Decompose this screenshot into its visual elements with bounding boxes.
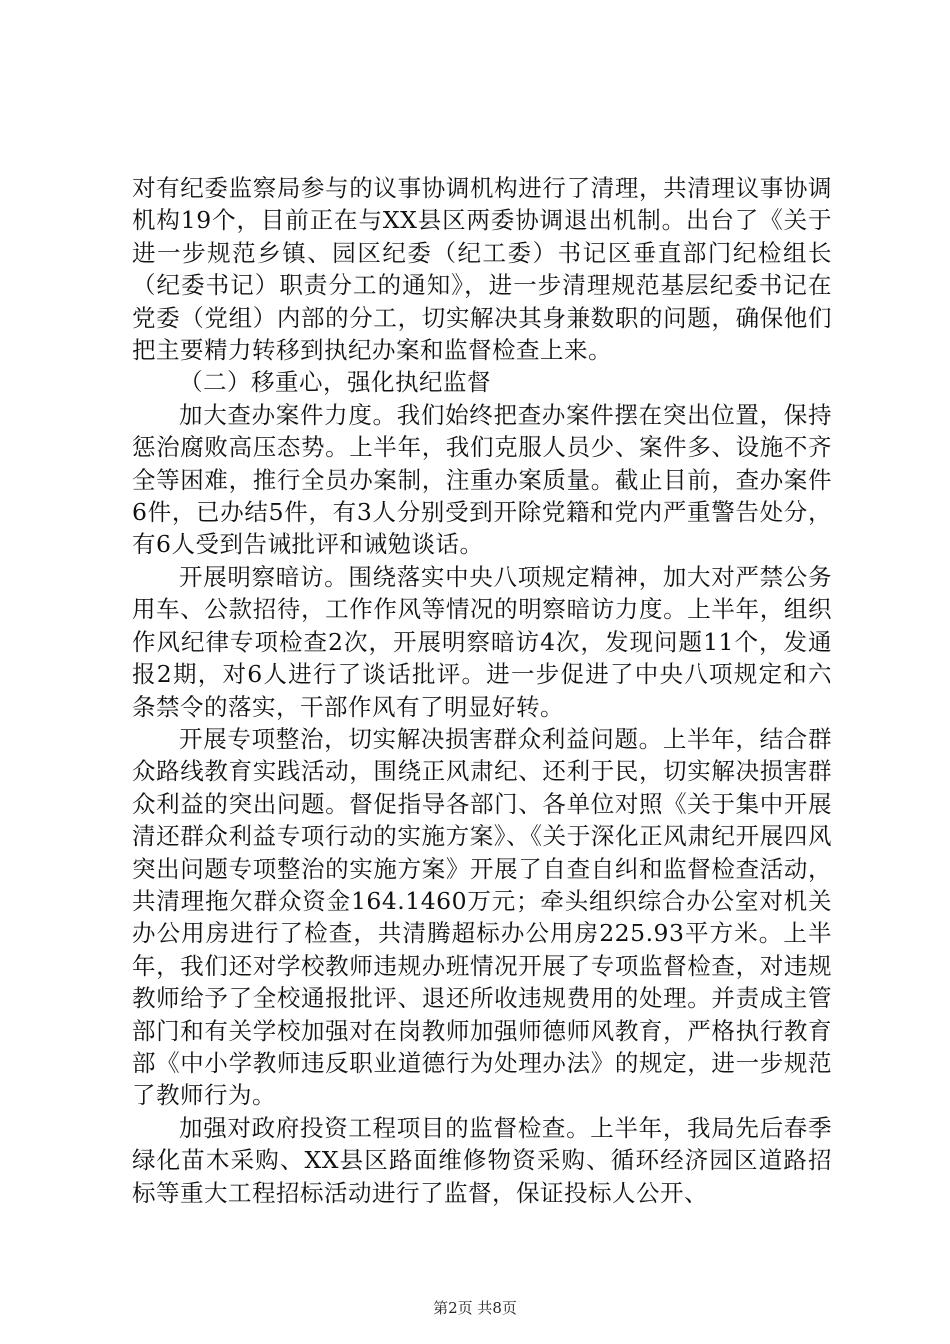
paragraph-project-supervision: 加强对政府投资工程项目的监督检查。上半年，我局先后春季绿化苗木采购、XX县区路面维修物资采购、循环经济园区道路招标等重大工程招标活动进行了监督，保证投标人公开、 bbox=[132, 1113, 832, 1207]
page-number-footer: 第2页 共8页 bbox=[433, 1299, 517, 1317]
section-heading: （二）移重心，强化执纪监督 bbox=[179, 368, 491, 397]
paragraph-case-handling: 加大查办案件力度。我们始终把查办案件摆在突出位置，保持惩治腐败高压态势。上半年，我们克服人员少、案件多、设施不齐全等困难，推行全员办案制，注重办案质量。截止目前，查办案件6件，已办结5件，有3人分别受到开除党籍和党内严重警告处分，有6人受到告诫批评和诫勉谈话。 bbox=[132, 400, 832, 559]
paragraph-inspections: 开展明察暗访。围绕落实中央八项规定精神，加大对严禁公务用车、公款招待，工作作风等情况的明察暗访力度。上半年，组织作风纪律专项检查2次，开展明察暗访4次，发现问题11个，发通报2期，对6人进行了谈话批评。进一步促进了中央八项规定和六条禁令的落实，干部作风有了明显好转。 bbox=[132, 562, 832, 721]
paragraph-special-rectification: 开展专项整治，切实解决损害群众利益问题。上半年，结合群众路线教育实践活动，围绕正风肃纪、还利于民，切实解决损害群众利益的突出问题。督促指导各部门、各单位对照《关于集中开展清还群众利益专项行动的实施方案》、《关于深化正风肃纪开展四风突出问题专项整治的实施方案》开展了自查自纠和监督检查活动，共清理拖欠群众资金164.1460万元；牵头组织综合办公室对机关办公用房进行了检查，共清腾超标办公用房225.93平方米。上半年，我们还对学校教师违规办班情况开展了专项监督检查，对违规教师给予了全校通报批评、退还所收违规费用的处理。并责成主管部门和有关学校加强对在岗教师加强师德师风教育，严格执行教育部《中小学教师违反职业道德行为处理办法》的规定，进一步规范了教师行为。 bbox=[132, 724, 832, 1110]
paragraph-continuation: 对有纪委监察局参与的议事协调机构进行了清理，共清理议事协调机构19个，目前正在与XX县区两委协调退出机制。出台了《关于进一步规范乡镇、园区纪委（纪工委）书记区垂直部门纪检组长（纪委书记）职责分工的通知》，进一步清理规范基层纪委书记在党委（党组）内部的分工，切实解决其身兼数职的问题，确保他们把主要精力转移到执纪办案和监督检查上来。 bbox=[132, 174, 832, 365]
document-body bbox=[132, 172, 832, 1209]
